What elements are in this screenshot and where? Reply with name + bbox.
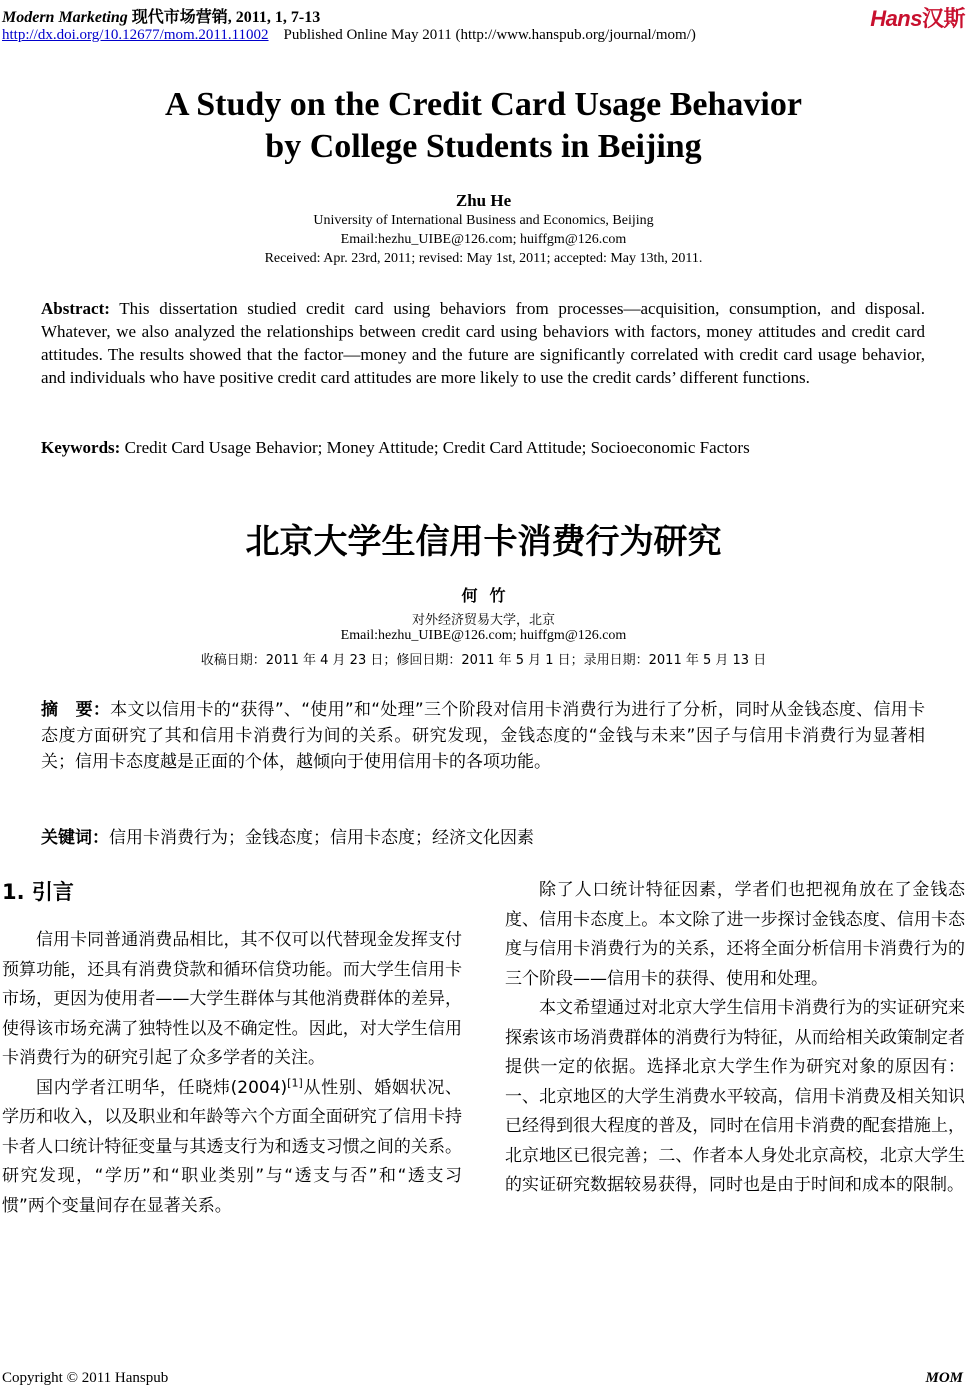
abstract-label: Abstract: xyxy=(41,299,110,318)
doi-line xyxy=(2,27,696,44)
right-column xyxy=(505,876,965,1201)
keywords-cn-label: 关键词： xyxy=(41,828,109,848)
section-title: 1. 引言 xyxy=(2,880,74,904)
received-cn: 收稿日期：2011 年 4 月 23 日；修回日期：2011 年 5 月 1 日；录用日期：2011 年 5 月 13 日 xyxy=(200,653,767,668)
journal-header xyxy=(2,4,320,27)
title-en xyxy=(0,84,967,168)
doi-link[interactable]: http://dx.doi.org/10.12677/mom.2011.11002 xyxy=(2,27,269,43)
right-paragraph-1: 除了人口统计特征因素，学者们也把视角放在了金钱态度、信用卡态度上。本文除了进一步探讨金钱态度、信用卡态度与信用卡消费行为的关系，还将全面分析信用卡消费行为的三个阶段——信用卡的获得、使用和处理。 xyxy=(505,880,965,989)
abstract-cn-text: 本文以信用卡的“获得”、“使用”和“处理”三个阶段对信用卡消费行为进行了分析，同时从金钱态度、信用卡态度方面研究了其和信用卡消费行为间的关系。研究发现，金钱态度的“金钱与未来”因子与信用卡消费行为显著相关；信用卡态度越是正面的个体，越倾向于使用信用卡的各项功能。 xyxy=(41,700,926,772)
email-cn: Email:hezhu_UIBE@126.com; huiffgm@126.com xyxy=(340,628,627,643)
keywords-en xyxy=(41,436,925,459)
journal-abbr: MOM xyxy=(925,1370,963,1386)
abstract-cn-label: 摘 要： xyxy=(41,700,111,720)
received-en: Received: Apr. 23rd, 2011; revised: May 1st, 2011; accepted: May 13th, 2011. xyxy=(264,251,703,266)
email-en: Email:hezhu_UIBE@126.com; huiffgm@126.com xyxy=(340,232,627,247)
author-cn: 何竹 xyxy=(461,586,518,605)
right-paragraph-2: 本文希望通过对北京大学生信用卡消费行为的实证研究来探索该市场消费群体的消费行为特征，从而给相关政策制定者提供一定的依据。选择北京大学生作为研究对象的原因有：一、北京地区的大学生消费水平较高，信用卡消费及相关知识已经得到很大程度的普及，同时在信用卡消费的配套措施上，北京地区已很完善；二、作者本人身处北京高校，北京大学生的实证研究数据较易获得，同时也是由于时间和成本的限制。 xyxy=(505,998,965,1195)
abstract-cn xyxy=(41,697,925,775)
author-en: Zhu He xyxy=(455,191,512,210)
keywords-label: Keywords: xyxy=(41,438,121,457)
copyright: Copyright © 2011 Hanspub xyxy=(2,1370,169,1386)
hans-logo xyxy=(870,2,965,33)
left-column xyxy=(2,926,462,1221)
logo-en: Hans xyxy=(870,6,922,31)
left-p2-start: 国内学者江明华，任晓炜(2004) xyxy=(36,1077,288,1098)
logo-cn: 汉斯 xyxy=(921,6,965,31)
journal-issue: 现代市场营销, 2011, 1, 7-13 xyxy=(131,9,321,26)
left-paragraph-1: 信用卡同普通消费品相比，其不仅可以代替现金发挥支付预算功能，还具有消费贷款和循环信贷功能。而大学生信用卡市场，更因为使用者——大学生群体与其他消费群体的差异，使得该市场充满了独特性以及不确定性。因此，对大学生信用卡消费行为的研究引起了众多学者的关注。 xyxy=(2,930,462,1068)
affiliation-cn: 对外经济贸易大学，北京 xyxy=(411,613,555,628)
abstract-text: This dissertation studied credit card using behaviors from processes—acquisition, consumption, and disposal. Whatever, we also analyzed the relationships between credit card using behaviors with factors, money attitudes and credit card attitudes. The results showed that the factor—money and the future are significantly correlated with credit card usage behavior, and individuals who have positive credit card attitudes are more likely to use the credit cards’ different functions. xyxy=(41,299,925,387)
left-p2-rest: 从性别、婚姻状况、学历和收入，以及职业和年龄等六个方面全面研究了信用卡持卡者人口统计特征变量与其透支行为和透支习惯之间的关系。研究发现，“学历”和“职业类别”与“透支与否”和“透支习惯”两个变量间存在显著关系。 xyxy=(2,1077,463,1216)
published-info: Published Online May 2011 (http://www.hanspub.org/journal/mom/) xyxy=(283,27,696,43)
title-en-line2: by College Students in Beijing xyxy=(265,128,702,165)
left-paragraph-2 xyxy=(2,1074,462,1222)
keywords-cn-text: 信用卡消费行为；金钱态度；信用卡态度；经济文化因素 xyxy=(109,828,534,848)
journal-name: Modern Marketing xyxy=(2,9,128,26)
keywords-cn xyxy=(41,825,925,851)
title-en-line1: A Study on the Credit Card Usage Behavior xyxy=(165,86,802,123)
title-cn: 北京大学生信用卡消费行为研究 xyxy=(245,522,722,562)
citation-ref[interactable]: [1] xyxy=(287,1075,303,1089)
keywords-text: Credit Card Usage Behavior; Money Attitude; Credit Card Attitude; Socioeconomic Factors xyxy=(120,438,750,457)
abstract-en xyxy=(41,297,925,389)
affiliation-en: University of International Business and Economics, Beijing xyxy=(313,213,654,228)
